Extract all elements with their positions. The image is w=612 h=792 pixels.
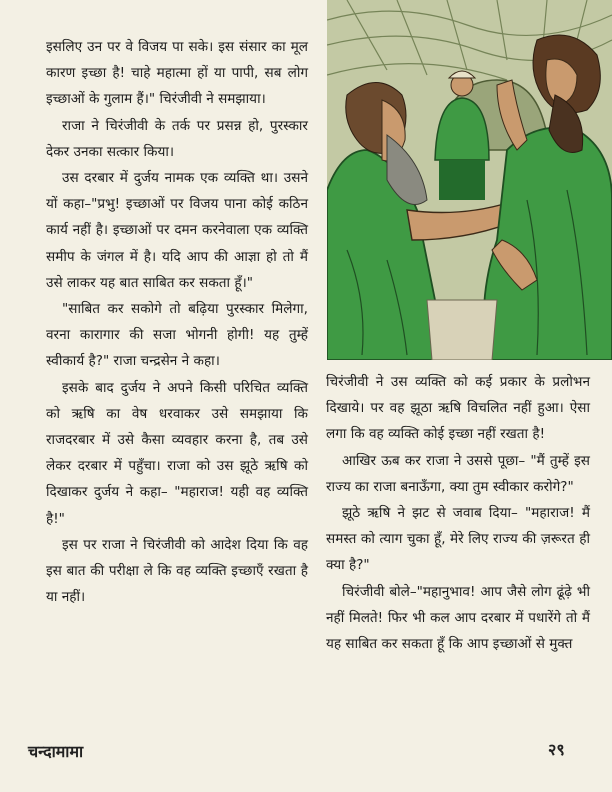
right-text-column — [326, 369, 590, 657]
paragraph: "साबित कर सकोगे तो बढ़िया पुरस्कार मिलेगा, वरना कारागार की सजा भोगनी होगी! यह तुम्हें स्वीकार्य है?" राजा चन्द्रसेन ने कहा। — [46, 301, 308, 370]
paragraph: इसलिए उन पर वे विजय पा सके। इस संसार का मूल कारण इच्छा है! चाहे महात्मा हों या पापी, सब लोग इच्छाओं के गुलाम हैं।" चिरंजीवी ने समझाया। — [46, 39, 308, 108]
illustration-drawing — [327, 0, 612, 360]
paragraph: आखिर ऊब कर राजा ने उससे पूछा– "मैं तुम्हें इस राज्य का राजा बनाऊँगा, क्या तुम स्वीकार करोगे?" — [326, 452, 590, 495]
paragraph: राजा ने चिरंजीवी के तर्क पर प्रसन्न हो, पुरस्कार देकर उनका सत्कार किया। — [46, 117, 308, 160]
paragraph: उस दरबार में दुर्जय नामक एक व्यक्ति था। उसने यों कहा–"प्रभु! इच्छाओं पर विजय पाना कोई कठिन कार्य नहीं है। इच्छाओं पर दमन करनेवाला एक व्यक्ति समीप के जंगल में है। यदि आप की आज्ञा हो तो मैं उसे लाकर यह बात साबित कर सकता हूँ।" — [46, 170, 308, 291]
page-number: २९ — [548, 740, 565, 759]
paragraph: इस पर राजा ने चिरंजीवी को आदेश दिया कि वह इस बात की परीक्षा ले कि वह व्यक्ति इच्छाएँ रखता है या नहीं। — [46, 536, 308, 606]
story-illustration — [327, 0, 612, 360]
left-text-column — [46, 34, 308, 610]
paragraph: चिरंजीवी बोले–"महानुभाव! आप जैसे लोग ढूंढ़े भी नहीं मिलते! फिर भी कल आप दरबार में पधारेंगे तो मैं यह साबित कर सकता हूँ कि आप इच्छाओं से मुक्त — [326, 583, 590, 653]
paragraph: इसके बाद दुर्जय ने अपने किसी परिचित व्यक्ति को ऋषि का वेष धरवाकर उसे समझाया कि राजदरबार में उसे कैसा व्यवहार करना है, तब उसे लेकर दरबार में पहुँचा। राजा को उस झूठे ऋषि को दिखाकर दुर्जय ने कहा– "महाराज! यही वह व्यक्ति है!" — [46, 379, 308, 527]
magazine-name: चन्दामामा — [28, 742, 84, 761]
paragraph: झूठे ऋषि ने झट से जवाब दिया– "महाराज! मैं समस्त को त्याग चुका हूँ, मेरे लिए राज्य की ज़रूरत ही क्या है?" — [326, 505, 590, 574]
paragraph: चिरंजीवी ने उस व्यक्ति को कई प्रकार के प्रलोभन दिखाये। पर वह झूठा ऋषि विचलित नहीं हुआ। ऐसा लगा कि वह व्यक्ति कोई इच्छा नहीं रखता है! — [326, 374, 590, 443]
